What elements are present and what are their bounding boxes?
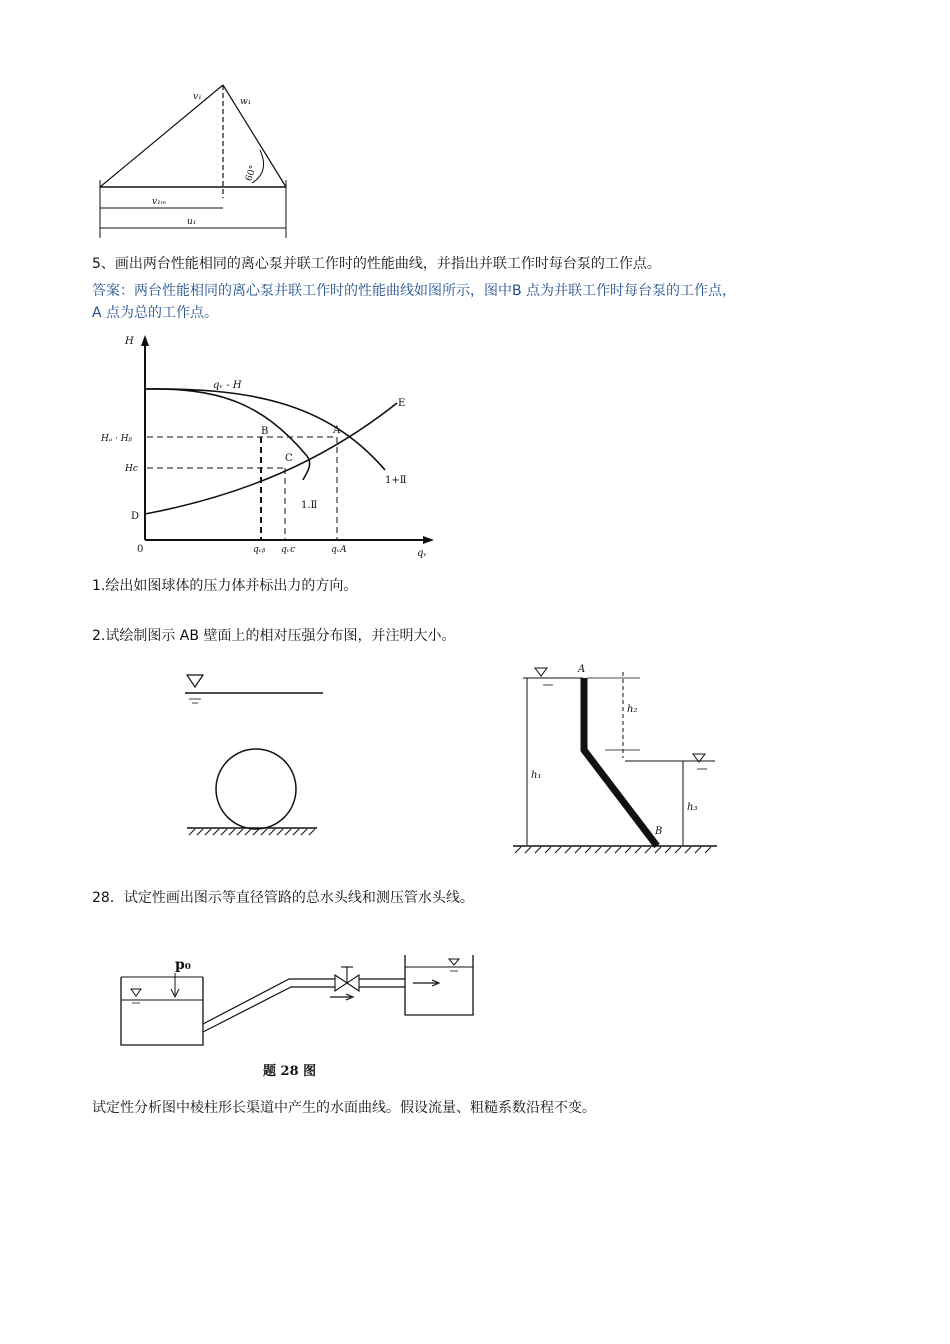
label-point-e: E — [398, 398, 406, 409]
label-origin: 0 — [137, 544, 144, 555]
label-y-axis: H — [125, 336, 134, 347]
label-w1: w₁ — [240, 97, 252, 107]
wall-ab — [584, 678, 657, 846]
q5-answer-line2: A 点为总的工作点。 — [92, 305, 219, 321]
label-v1: v₁ — [193, 92, 202, 102]
pipe-lower-wall — [203, 987, 405, 1032]
water-level-symbol — [187, 675, 203, 687]
label-v1m: v₁ₘ — [152, 197, 167, 207]
q28-text: 28．试定性画出图示等直径管路的总水头线和测压管水头线。 — [92, 890, 474, 906]
wall-figure — [505, 660, 725, 860]
label-h1: h₁ — [531, 770, 542, 781]
pump-curve-figure — [95, 330, 450, 565]
pipeline-figure — [115, 945, 485, 1085]
triangle-left-side — [100, 85, 223, 187]
pipe-upper-wall — [203, 979, 405, 1024]
left-tank — [121, 977, 203, 1045]
label-curve-parallel: 1+Ⅱ — [385, 475, 407, 486]
bottom-hatch — [515, 847, 711, 853]
sphere — [216, 749, 296, 829]
label-p0: p₀ — [175, 957, 191, 973]
right-tank-level-symbol — [449, 959, 459, 965]
label-b: B — [655, 826, 663, 837]
label-q-c: qᵥc — [281, 545, 296, 555]
label-h-c: Hc — [125, 464, 138, 474]
label-a: A — [578, 664, 586, 675]
label-q-b: qᵥᵦ — [253, 545, 266, 555]
last-question-text: 试定性分析图中棱柱形长渠道中产生的水面曲线。假设流量、粗糙系数沿程不变。 — [92, 1100, 596, 1116]
label-point-b: B — [261, 426, 269, 437]
q2-text: 2.试绘制图示 AB 壁面上的相对压强分布图，并注明大小。 — [92, 628, 456, 644]
figure-caption: 题 28 图 — [263, 1064, 317, 1079]
label-angle: 60° — [244, 164, 260, 183]
label-q-a: qᵥA — [331, 545, 347, 555]
left-water-symbol — [535, 668, 547, 676]
label-h3: h₃ — [687, 802, 698, 813]
ground-hatch — [189, 829, 315, 835]
y-axis-arrow — [141, 335, 149, 346]
curve-pipe — [145, 403, 397, 514]
label-point-c: C — [285, 453, 293, 464]
q1-text: 1.绘出如图球体的压力体并标出力的方向。 — [92, 578, 358, 594]
q5-answer-line1: 答案：两台性能相同的离心泵并联工作时的性能曲线如图所示，图中B 点为并联工作时每台泵的工作点， — [92, 283, 737, 299]
q5-question: 5、画出两台性能相同的离心泵并联工作时的性能曲线，并指出并联工作时每台泵的工作点。 — [92, 256, 661, 272]
label-point-d: D — [131, 511, 140, 522]
label-u1: u₁ — [187, 217, 197, 227]
label-x-axis: qᵥ — [417, 548, 428, 559]
curve-single-pump — [145, 389, 307, 456]
label-curve-other: 1.Ⅱ — [301, 500, 318, 511]
velocity-triangle-figure — [90, 80, 300, 245]
right-tank — [405, 955, 473, 1015]
label-h2: h₂ — [627, 704, 638, 715]
x-axis-arrow — [423, 536, 434, 544]
left-tank-level-symbol — [131, 989, 141, 996]
label-h-ab: Hₐ · Hᵦ — [101, 434, 132, 444]
label-curve-single: qᵥ - H — [213, 380, 242, 391]
sphere-figure — [175, 665, 335, 845]
label-point-a: A — [333, 425, 341, 436]
